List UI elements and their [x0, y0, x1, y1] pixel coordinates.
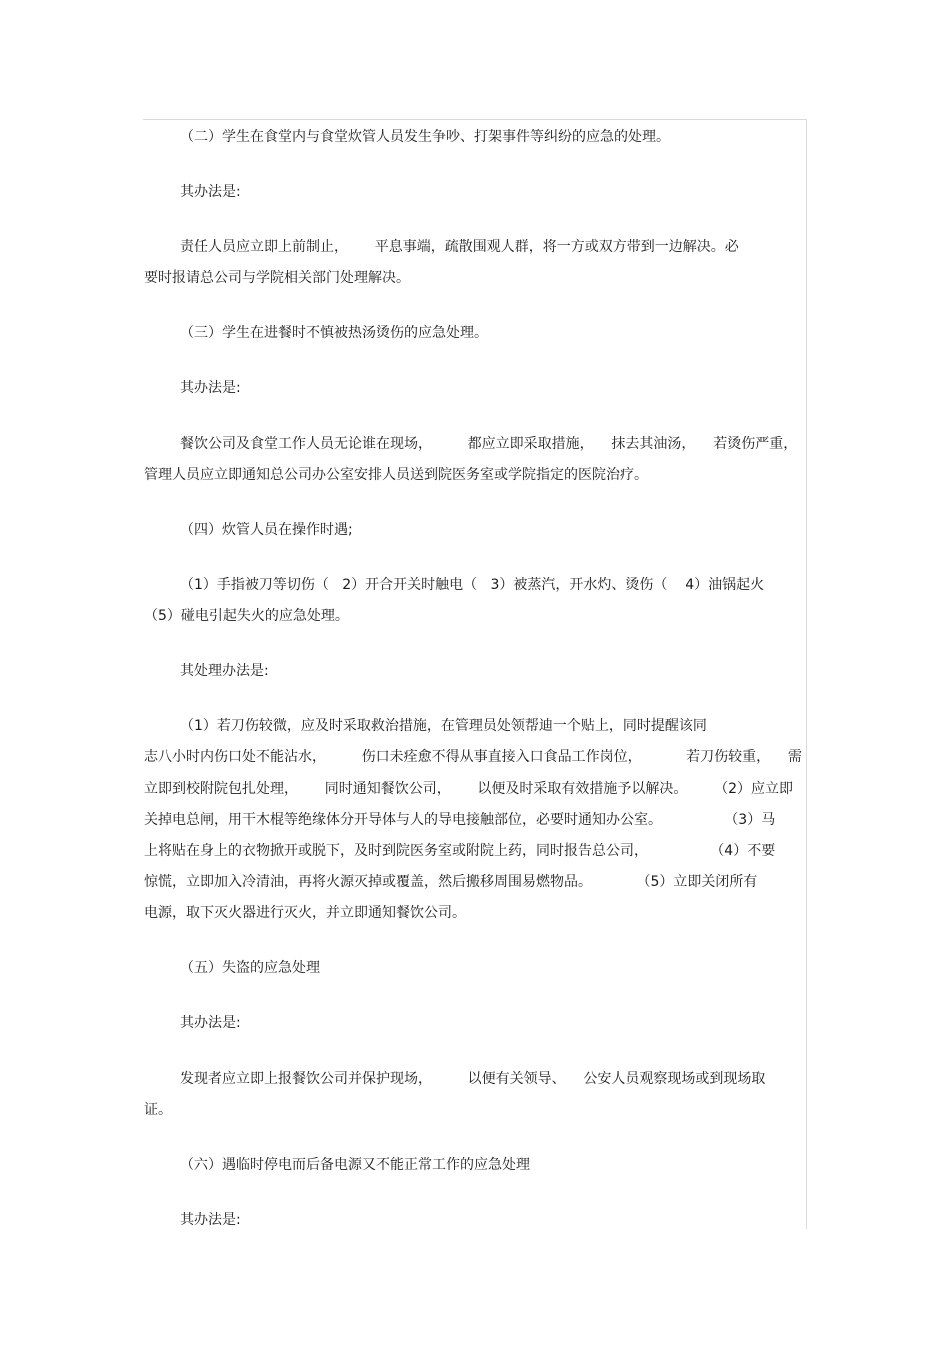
paragraph-line: 管理人员应立即通知总公司办公室安排人员送到院医务室或学院指定的医院治疗。 [144, 467, 648, 483]
method-label: 其处理办法是: [180, 663, 269, 679]
paragraph-line: 志八小时内伤口处不能沾水， 伤口未痊愈不得从事直接入口食品工作岗位， 若刀伤较重， 需 [144, 749, 802, 765]
paragraph-line: （5）碰电引起失火的应急处理。 [144, 608, 349, 624]
section-4-heading: （四）炊管人员在操作时遇; [180, 522, 353, 538]
paragraph-line: 要时报请总公司与学院相关部门处理解决。 [144, 270, 410, 286]
section-5-heading: （五）失盗的应急处理 [180, 960, 320, 976]
section-3-heading: （三）学生在进餐时不慎被热汤烫伤的应急处理。 [180, 325, 488, 341]
paragraph-line: 立即到校附院包扎处理， 同时通知餐饮公司， 以便及时采取有效措施予以解决。 （2）应立即 [144, 781, 794, 797]
paragraph-line: 责任人员应立即上前制止， 平息事端，疏散围观人群，将一方或双方带到一边解决。必 [180, 239, 739, 255]
method-label: 其办法是: [180, 1015, 241, 1031]
paragraph-line: 餐饮公司及食堂工作人员无论谁在现场， 都应立即采取措施， 抹去其油汤， 若烫伤严重， [180, 436, 798, 452]
paragraph-line: （1）手指被刀等切伤（ 2）开合开关时触电（ 3）被蒸汽，开水灼、烫伤（ 4）油锅起火 [180, 577, 765, 593]
method-label: 其办法是: [180, 1212, 241, 1228]
paragraph-line: 电源，取下灭火器进行灭火，并立即通知餐饮公司。 [144, 905, 466, 921]
section-2-heading: （二）学生在食堂内与食堂炊管人员发生争吵、打架事件等纠纷的应急的处理。 [180, 129, 670, 145]
paragraph-line: （1）若刀伤较微，应及时采取救治措施，在管理员处领帮迪一个贴上，同时提醒该同 [180, 718, 707, 734]
paragraph-line: 惊慌，立即加入冷清油，再将火源灭掉或覆盖，然后搬移周围易燃物品。 （5）立即关闭所有 [144, 874, 758, 890]
method-label: 其办法是: [180, 184, 241, 200]
section-6-heading: （六）遇临时停电而后备电源又不能正常工作的应急处理 [180, 1157, 530, 1173]
paragraph-line: 关掉电总闸，用干木棍等绝缘体分开导体与人的导电接触部位，必要时通知办公室。 （3）马 [144, 812, 776, 828]
method-label: 其办法是: [180, 380, 241, 396]
paragraph-line: 证。 [144, 1102, 172, 1118]
paragraph-line: 上将贴在身上的衣物掀开或脱下，及时到院医务室或附院上药，同时报告总公司， （4）不要 [144, 843, 776, 859]
paragraph-line: 发现者应立即上报餐饮公司并保护现场， 以便有关领导、 公安人员观察现场或到现场取 [180, 1071, 766, 1087]
